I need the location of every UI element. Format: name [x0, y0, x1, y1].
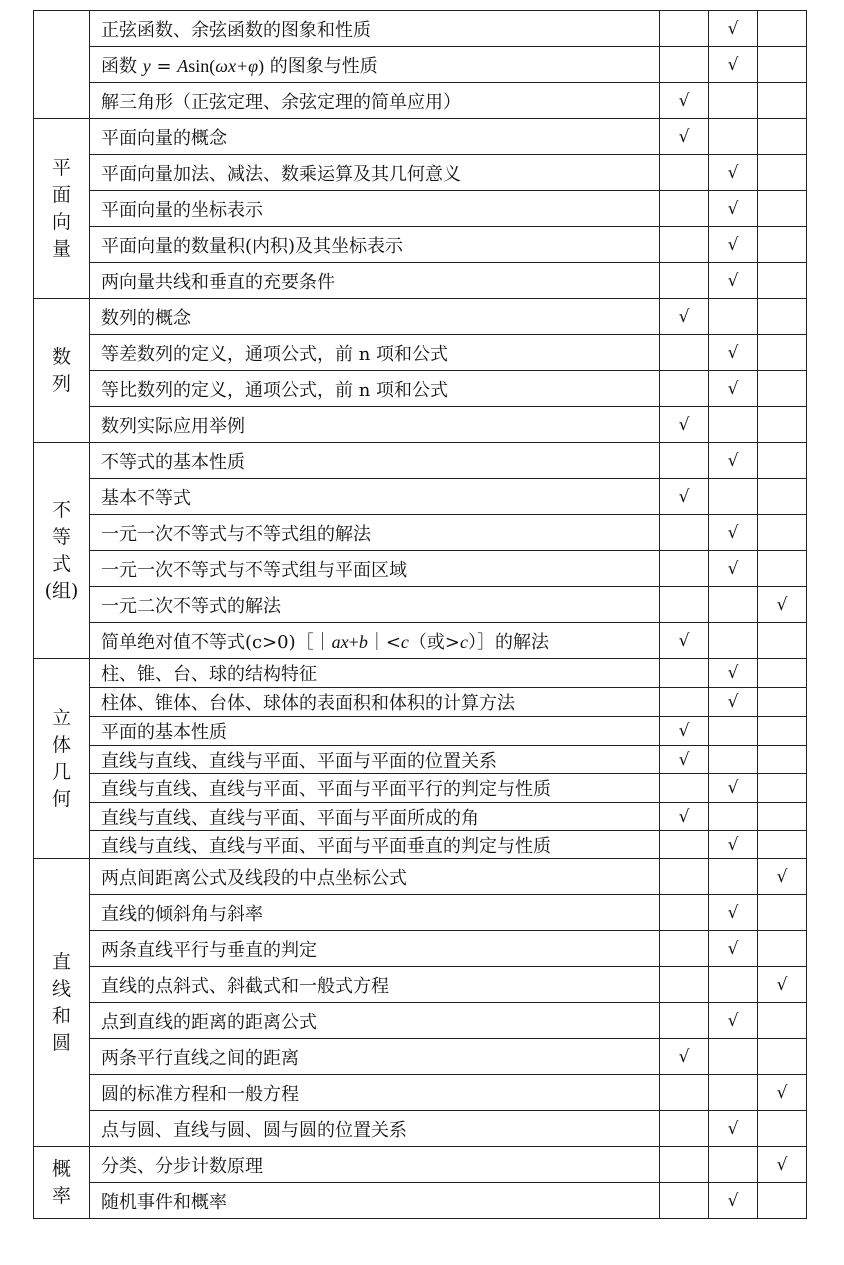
level-2-cell: [709, 407, 758, 443]
check-mark: √: [727, 270, 739, 291]
level-3-cell: [758, 931, 807, 967]
level-1-cell: [660, 515, 709, 551]
table-row: [34, 688, 807, 717]
level-1-cell: [660, 717, 709, 746]
check-mark: √: [727, 778, 739, 798]
level-2-cell: [709, 11, 758, 47]
check-mark: √: [776, 866, 788, 887]
level-3-cell: [758, 895, 807, 931]
level-3-cell: [758, 1075, 807, 1111]
check-mark: √: [776, 1082, 788, 1103]
check-mark: √: [678, 90, 690, 111]
table-row: [34, 1039, 807, 1075]
level-2-cell: [709, 551, 758, 587]
table-row: [34, 587, 807, 623]
check-mark: √: [727, 234, 739, 255]
level-2-cell: [709, 774, 758, 803]
table-row: [34, 623, 807, 659]
table-row: [34, 774, 807, 803]
topic-cell: 不等式的基本性质: [90, 443, 660, 479]
check-mark: √: [776, 974, 788, 995]
table-row: [34, 11, 807, 47]
table-row: [34, 443, 807, 479]
level-1-cell: [660, 746, 709, 774]
topic-cell: 平面向量加法、减法、数乘运算及其几何意义: [90, 155, 660, 191]
check-mark: √: [678, 126, 690, 147]
level-3-cell: [758, 1147, 807, 1183]
level-2-cell: [709, 803, 758, 831]
table-row: [34, 831, 807, 859]
level-3-cell: [758, 587, 807, 623]
level-3-cell: [758, 1039, 807, 1075]
topic-cell: 柱、锥、台、球的结构特征: [90, 659, 660, 688]
level-1-cell: [660, 803, 709, 831]
level-2-cell: [709, 967, 758, 1003]
table-row: [34, 371, 807, 407]
level-1-cell: [660, 1147, 709, 1183]
formula-part: b: [358, 631, 368, 652]
check-mark: √: [727, 378, 739, 399]
formula-part: c: [400, 631, 409, 652]
table-row: [34, 659, 807, 688]
level-1-cell: [660, 335, 709, 371]
table-row: [34, 263, 807, 299]
check-mark: √: [678, 1046, 690, 1067]
topic-cell: 平面的基本性质: [90, 717, 660, 746]
level-2-cell: [709, 371, 758, 407]
level-1-cell: [660, 47, 709, 83]
check-mark: √: [727, 198, 739, 219]
level-1-cell: [660, 191, 709, 227]
check-mark: √: [727, 450, 739, 471]
level-2-cell: [709, 515, 758, 551]
topic-cell: 直线的倾斜角与斜率: [90, 895, 660, 931]
category-cell: 概 率: [34, 1147, 90, 1219]
level-1-cell: [660, 227, 709, 263]
table-row: [34, 335, 807, 371]
level-1-cell: [660, 119, 709, 155]
level-1-cell: [660, 407, 709, 443]
check-mark: √: [727, 558, 739, 579]
topic-cell: 数列的概念: [90, 299, 660, 335]
topic-cell: 数列实际应用举例: [90, 407, 660, 443]
check-mark: √: [678, 749, 690, 770]
topic-cell: 直线与直线、直线与平面、平面与平面所成的角: [90, 803, 660, 831]
table-row: [34, 1147, 807, 1183]
check-mark: √: [727, 54, 739, 75]
level-2-cell: [709, 191, 758, 227]
level-2-cell: [709, 119, 758, 155]
formula-part: （或>: [408, 631, 461, 653]
check-mark: √: [727, 834, 739, 855]
formula-part: c: [460, 631, 469, 652]
level-2-cell: [709, 1003, 758, 1039]
formula-part: ): [258, 55, 265, 76]
level-3-cell: [758, 83, 807, 119]
table-row: [34, 1111, 807, 1147]
table-row: [34, 227, 807, 263]
check-mark: √: [727, 692, 739, 712]
level-1-cell: [660, 688, 709, 717]
level-1-cell: [660, 83, 709, 119]
check-mark: √: [678, 630, 690, 651]
level-2-cell: [709, 47, 758, 83]
level-3-cell: [758, 1183, 807, 1219]
topic-cell: [90, 47, 660, 83]
level-1-cell: [660, 11, 709, 47]
level-3-cell: [758, 515, 807, 551]
category-cell: [34, 11, 90, 119]
topic-cell: 直线与直线、直线与平面、平面与平面的位置关系: [90, 746, 660, 774]
formula-part: ）］的解法: [468, 631, 550, 653]
level-1-cell: [660, 931, 709, 967]
table-row: [34, 551, 807, 587]
level-3-cell: [758, 407, 807, 443]
table-row: [34, 931, 807, 967]
level-3-cell: [758, 191, 807, 227]
level-2-cell: [709, 1039, 758, 1075]
formula-part: ωx+φ: [215, 55, 259, 76]
level-3-cell: [758, 859, 807, 895]
topic-cell: 圆的标准方程和一般方程: [90, 1075, 660, 1111]
table-row: [34, 717, 807, 746]
level-3-cell: [758, 263, 807, 299]
topic-cell: 两条直线平行与垂直的判定: [90, 931, 660, 967]
topic-cell: 点到直线的距离的距离公式: [90, 1003, 660, 1039]
level-1-cell: [660, 443, 709, 479]
topic-cell: 解三角形（正弦定理、余弦定理的简单应用）: [90, 83, 660, 119]
level-1-cell: [660, 155, 709, 191]
topic-cell: 随机事件和概率: [90, 1183, 660, 1219]
table-row: [34, 191, 807, 227]
table-row: [34, 859, 807, 895]
level-1-cell: [660, 1003, 709, 1039]
formula-part: ｜<: [367, 631, 401, 653]
level-2-cell: [709, 299, 758, 335]
level-1-cell: [660, 479, 709, 515]
formula-part: A: [177, 55, 189, 76]
table-row: [34, 155, 807, 191]
check-mark: √: [727, 522, 739, 543]
level-2-cell: [709, 895, 758, 931]
topic-cell: 基本不等式: [90, 479, 660, 515]
formula-part: +: [348, 631, 359, 652]
level-3-cell: [758, 119, 807, 155]
table-row: [34, 967, 807, 1003]
level-1-cell: [660, 1075, 709, 1111]
level-1-cell: [660, 831, 709, 859]
level-3-cell: [758, 443, 807, 479]
level-2-cell: [709, 859, 758, 895]
table-row: [34, 119, 807, 155]
topic-cell: 分类、分步计数原理: [90, 1147, 660, 1183]
topic-cell: 直线的点斜式、斜截式和一般式方程: [90, 967, 660, 1003]
category-cell: 立 体 几 何: [34, 659, 90, 859]
topic-cell: 平面向量的坐标表示: [90, 191, 660, 227]
table-row: [34, 407, 807, 443]
formula-part: 的图象与性质: [264, 55, 378, 77]
topic-cell: [90, 623, 660, 659]
check-mark: √: [727, 902, 739, 923]
level-3-cell: [758, 774, 807, 803]
level-3-cell: [758, 551, 807, 587]
level-3-cell: [758, 1111, 807, 1147]
topic-cell: 两点间距离公式及线段的中点坐标公式: [90, 859, 660, 895]
level-2-cell: [709, 746, 758, 774]
level-3-cell: [758, 1003, 807, 1039]
topic-cell: 一元一次不等式与不等式组的解法: [90, 515, 660, 551]
check-mark: √: [727, 663, 739, 683]
table-body: [34, 11, 807, 1219]
level-2-cell: [709, 1183, 758, 1219]
level-2-cell: [709, 623, 758, 659]
level-3-cell: [758, 623, 807, 659]
level-3-cell: [758, 299, 807, 335]
level-1-cell: [660, 895, 709, 931]
check-mark: √: [776, 1154, 788, 1175]
level-3-cell: [758, 227, 807, 263]
check-mark: √: [727, 1190, 739, 1211]
check-mark: √: [727, 18, 739, 39]
topic-cell: 两条平行直线之间的距离: [90, 1039, 660, 1075]
check-mark: √: [678, 306, 690, 327]
level-3-cell: [758, 967, 807, 1003]
level-2-cell: [709, 587, 758, 623]
check-mark: √: [727, 162, 739, 183]
formula-part: y: [142, 55, 151, 76]
level-3-cell: [758, 659, 807, 688]
level-1-cell: [660, 623, 709, 659]
table-row: [34, 1003, 807, 1039]
level-1-cell: [660, 263, 709, 299]
level-2-cell: [709, 443, 758, 479]
level-1-cell: [660, 774, 709, 803]
table-row: [34, 1075, 807, 1111]
formula-part: =: [150, 55, 178, 77]
check-mark: √: [727, 342, 739, 363]
level-3-cell: [758, 47, 807, 83]
table-row: [34, 83, 807, 119]
level-3-cell: [758, 688, 807, 717]
table-row: [34, 1183, 807, 1219]
level-1-cell: [660, 967, 709, 1003]
level-1-cell: [660, 1111, 709, 1147]
check-mark: √: [776, 594, 788, 615]
level-2-cell: [709, 688, 758, 717]
table-row: [34, 895, 807, 931]
level-2-cell: [709, 155, 758, 191]
topic-cell: 直线与直线、直线与平面、平面与平面平行的判定与性质: [90, 774, 660, 803]
check-mark: √: [678, 721, 690, 741]
topic-cell: 正弦函数、余弦函数的图象和性质: [90, 11, 660, 47]
level-2-cell: [709, 1147, 758, 1183]
category-cell: 不 等 式 (组): [34, 443, 90, 659]
level-2-cell: [709, 263, 758, 299]
category-cell: 直 线 和 圆: [34, 859, 90, 1147]
check-mark: √: [678, 414, 690, 435]
level-2-cell: [709, 1111, 758, 1147]
level-1-cell: [660, 587, 709, 623]
level-3-cell: [758, 371, 807, 407]
level-3-cell: [758, 717, 807, 746]
check-mark: √: [727, 938, 739, 959]
table-row: [34, 803, 807, 831]
topic-cell: 一元二次不等式的解法: [90, 587, 660, 623]
check-mark: √: [678, 486, 690, 507]
topic-cell: 等比数列的定义，通项公式，前 n 项和公式: [90, 371, 660, 407]
level-2-cell: [709, 83, 758, 119]
topic-cell: 一元一次不等式与不等式组与平面区域: [90, 551, 660, 587]
category-cell: 平 面 向 量: [34, 119, 90, 299]
level-1-cell: [660, 1183, 709, 1219]
table-row: [34, 299, 807, 335]
topic-cell: 平面向量的概念: [90, 119, 660, 155]
table-row: [34, 746, 807, 774]
topic-cell: 平面向量的数量积(内积)及其坐标表示: [90, 227, 660, 263]
level-1-cell: [660, 859, 709, 895]
level-1-cell: [660, 1039, 709, 1075]
check-mark: √: [727, 1118, 739, 1139]
table-row: [34, 47, 807, 83]
topic-cell: 直线与直线、直线与平面、平面与平面垂直的判定与性质: [90, 831, 660, 859]
check-mark: √: [678, 806, 690, 827]
level-1-cell: [660, 299, 709, 335]
formula-part: 函数: [101, 55, 143, 77]
level-2-cell: [709, 479, 758, 515]
topic-cell: 两向量共线和垂直的充要条件: [90, 263, 660, 299]
level-2-cell: [709, 227, 758, 263]
formula-part: 简单绝对值不等式(c>0)［｜: [101, 631, 332, 653]
level-3-cell: [758, 335, 807, 371]
level-1-cell: [660, 551, 709, 587]
topic-cell: 点与圆、直线与圆、圆与圆的位置关系: [90, 1111, 660, 1147]
level-3-cell: [758, 11, 807, 47]
topic-cell: 柱体、锥体、台体、球体的表面积和体积的计算方法: [90, 688, 660, 717]
level-3-cell: [758, 479, 807, 515]
formula-part: sin(: [188, 55, 216, 76]
level-2-cell: [709, 1075, 758, 1111]
curriculum-table: [33, 10, 807, 1219]
level-1-cell: [660, 659, 709, 688]
category-cell: 数 列: [34, 299, 90, 443]
level-1-cell: [660, 371, 709, 407]
level-3-cell: [758, 155, 807, 191]
formula-part: ax: [331, 631, 349, 652]
check-mark: √: [727, 1010, 739, 1031]
level-3-cell: [758, 831, 807, 859]
table-row: [34, 479, 807, 515]
level-3-cell: [758, 803, 807, 831]
level-2-cell: [709, 335, 758, 371]
table-row: [34, 515, 807, 551]
level-2-cell: [709, 659, 758, 688]
topic-cell: 等差数列的定义，通项公式，前 n 项和公式: [90, 335, 660, 371]
level-2-cell: [709, 931, 758, 967]
level-2-cell: [709, 831, 758, 859]
level-2-cell: [709, 717, 758, 746]
level-3-cell: [758, 746, 807, 774]
